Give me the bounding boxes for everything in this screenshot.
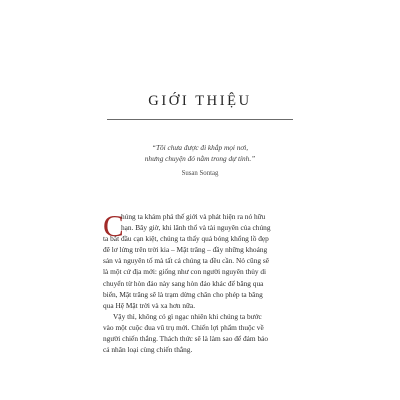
paragraph-line: đẽ lơ lửng trên trời kia – Mặt trăng – đầy những khoáng: [103, 245, 268, 255]
drop-cap: C: [103, 208, 124, 243]
paragraph-line: hạn. Bây giờ, khi lãnh thổ và tài nguyên của chúng: [121, 223, 271, 233]
epigraph-line: “Tôi chưa được đi khắp mọi nơi,: [151, 143, 249, 152]
paragraph-line: là một cứ địa mới: giống như con người nguyên thủy di: [103, 267, 267, 277]
paragraph-line: ta bắt đầu cạn kiệt, chúng ta thấy quả bóng khổng lồ đẹp: [103, 234, 269, 244]
paragraph-line: người chiến thắng. Thách thức sẽ là làm sao để đảm bảo: [103, 334, 269, 344]
paragraph-line: húng ta khám phá thế giới và phát hiện ra nó hữu: [121, 212, 266, 221]
paragraph-line: sản và nguyên tố mà tất cả chúng ta đều cần. Nó cũng sẽ: [103, 256, 269, 266]
paragraph-line: qua Hệ Mặt trời và xa hơn nữa.: [103, 300, 196, 310]
paragraph-2: [103, 311, 303, 355]
paragraph-1: [103, 208, 303, 311]
epigraph-line: nhưng chuyện đó nằm trong dự tính.”: [144, 153, 256, 163]
title-rule: [107, 119, 293, 120]
paragraph-line: Vậy thì, không có gì ngạc nhiên khi chúng ta bước: [113, 311, 262, 321]
paragraph-line: cả nhân loại cùng chiến thắng.: [103, 345, 193, 355]
epigraph-quote: [100, 143, 300, 164]
paragraph-line: chuyển từ hòn đảo này sang hòn đảo khác để băng qua: [103, 278, 264, 288]
paragraph-line: biển, Mặt trăng sẽ là trạm dừng chân cho phép ta băng: [103, 289, 263, 299]
epigraph-author: Susan Sontag: [181, 170, 219, 177]
paragraph-line: vào một cuộc đua vũ trụ mới. Chiến lợi phẩm thuộc về: [103, 322, 264, 332]
body-text: [103, 208, 303, 355]
chapter-title: GIỚI THIỆU: [148, 93, 252, 109]
